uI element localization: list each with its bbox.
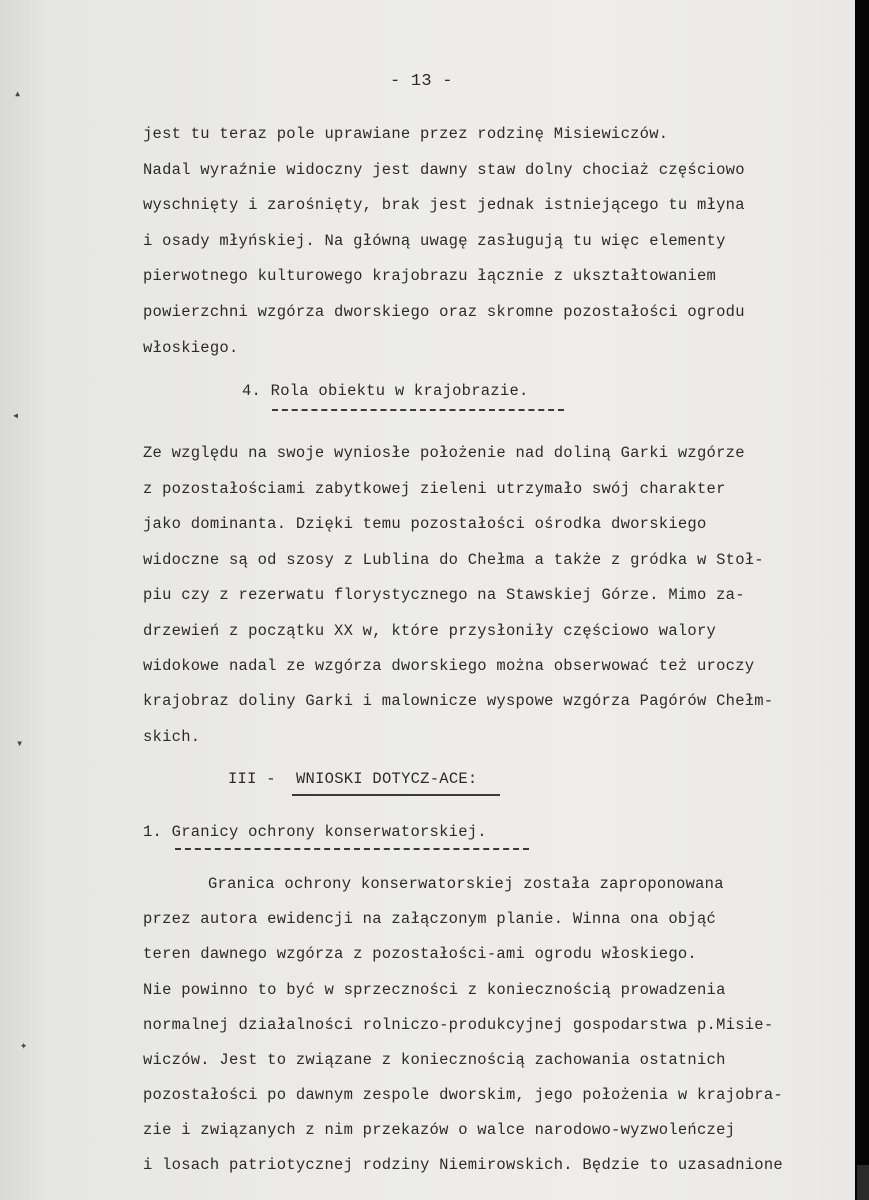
scan-edge <box>855 0 869 1200</box>
heading-underline <box>292 794 500 796</box>
text-line: drzewień z początku XX w, które przysłoniły częściowo walory <box>143 622 717 640</box>
text-line: widoczne są od szosy z Lublina do Chełma a także z gródka w Stoł- <box>143 551 764 569</box>
text-line: widokowe nadal ze wzgórza dworskiego można obserwować też uroczy <box>143 657 755 675</box>
heading-underline <box>272 409 564 411</box>
text-line: Nadal wyraźnie widoczny jest dawny staw dolny chociaż częściowo <box>143 161 745 179</box>
section-1-heading: 1. Granicy ochrony konserwatorskiej. <box>143 823 487 841</box>
text-line: powierzchni wzgórza dworskiego oraz skromne pozostałości ogrodu <box>143 303 745 321</box>
text-line: piu czy z rezerwatu florystycznego na Stawskiej Górze. Mimo za- <box>143 586 745 604</box>
text-line: krajobraz doliny Garki i malownicze wyspowe wzgórza Pagórów Chełm- <box>143 692 774 710</box>
text-line: włoskiego. <box>143 339 239 357</box>
text-line: skich. <box>143 728 201 746</box>
text-line: z pozostałościami zabytkowej zieleni utrzymało swój charakter <box>143 480 726 498</box>
section-4-heading: 4. Rola obiektu w krajobrazie. <box>242 382 529 400</box>
text-line: pozostałości po dawnym zespole dworskim, jego położenia w krajobra- <box>143 1086 783 1104</box>
text-line: teren dawnego wzgórza z pozostałości-ami ogrodu włoskiego. <box>143 945 697 963</box>
section-III-title: WNIOSKI DOTYCZ-ACE: <box>296 770 478 788</box>
punch-mark: ✦ <box>20 1039 28 1053</box>
text-line: normalnej działalności rolniczo-produkcyjnej gospodarstwa p.Misie- <box>143 1016 774 1034</box>
text-line: i osady młyńskiej. Na główną uwagę zasługują tu więc elementy <box>143 232 726 250</box>
section-III-number: III - <box>228 770 276 788</box>
punch-mark: ▾ <box>16 737 24 751</box>
text-line: jest tu teraz pole uprawiane przez rodzinę Misiewiczów. <box>143 125 669 143</box>
text-line: wiczów. Jest to związane z koniecznością zachowania ostatnich <box>143 1051 726 1069</box>
text-line: pierwotnego kulturowego krajobrazu łącznie z ukształtowaniem <box>143 267 717 285</box>
scan-edge <box>857 1165 869 1200</box>
punch-mark: ▴ <box>14 87 22 101</box>
heading-underline <box>175 848 529 850</box>
text-line: Nie powinno to być w sprzeczności z koniecznością prowadzenia <box>143 981 726 999</box>
text-line: i losach patriotycznej rodziny Niemirowskich. Będzie to uzasadnione <box>143 1156 783 1174</box>
text-line: Ze względu na swoje wyniosłe położenie nad doliną Garki wzgórze <box>143 444 745 462</box>
text-line: wyschnięty i zarośnięty, brak jest jednak istniejącego tu młyna <box>143 196 745 214</box>
page-number: - 13 - <box>390 72 453 91</box>
text-line: jako dominanta. Dzięki temu pozostałości ośrodka dworskiego <box>143 515 707 533</box>
text-line: przez autora ewidencji na załączonym planie. Winna ona objąć <box>143 910 717 928</box>
text-line: Granica ochrony konserwatorskiej została zaproponowana <box>208 875 724 893</box>
text-line: zie i związanych z nim przekazów o walce narodowo-wyzwoleńczej <box>143 1121 736 1139</box>
punch-mark: ◂ <box>12 409 20 423</box>
